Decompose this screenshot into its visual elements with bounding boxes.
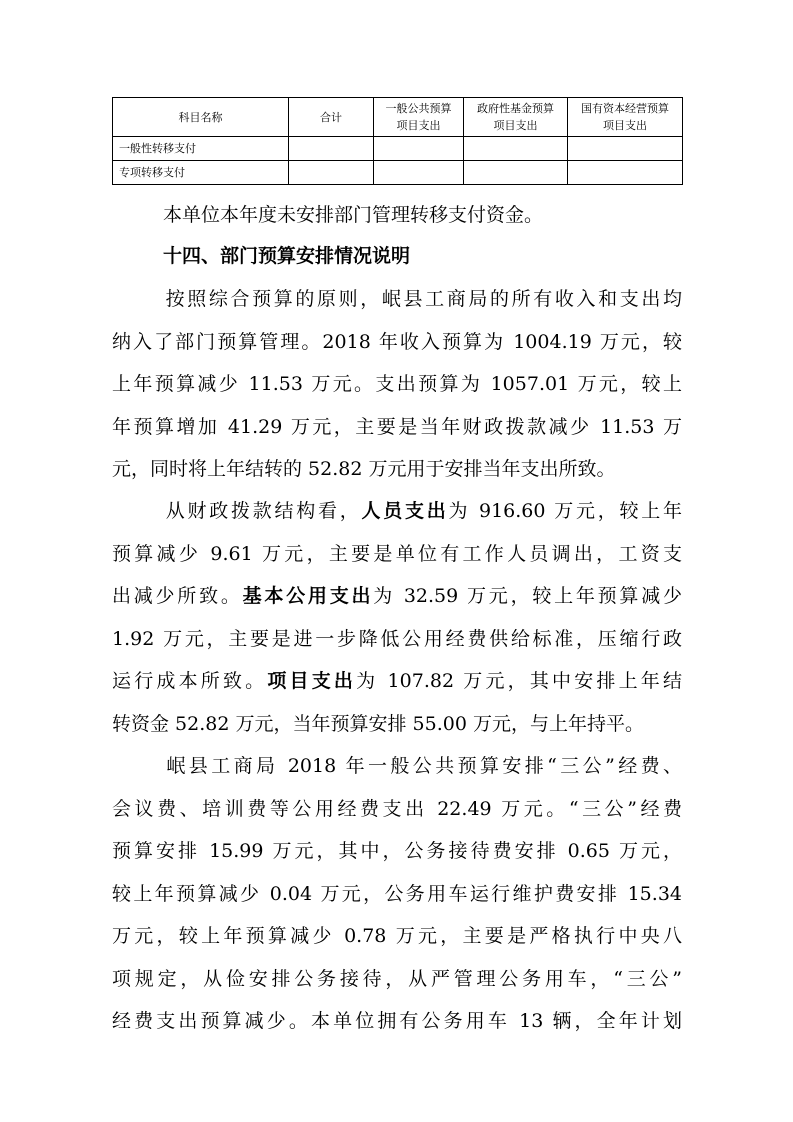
header-total: 合计 (289, 98, 374, 137)
table-cell (464, 161, 568, 185)
table-cell (464, 137, 568, 161)
table-cell (568, 137, 683, 161)
text-line: 纳入了部门预算管理。2018 年收入预算为 1004.19 万元，较 (112, 331, 682, 353)
row-name: 一般性转移支付 (113, 137, 289, 161)
table-cell (568, 161, 683, 185)
text-line: 从财政拨款结构看，人员支出为 916.60 万元，较上年 (163, 500, 682, 522)
text-line: 项规定，从俭安排公务接待，从严管理公务用车，“三公” (112, 968, 682, 990)
table-row (113, 161, 683, 185)
text-line: 预算减少 9.61 万元，主要是单位有工作人员调出，工资支 (112, 543, 682, 565)
text-line: 年预算增加 41.29 万元，主要是当年财政拨款减少 11.53 万 (112, 416, 682, 438)
text-line: 万元，较上年预算减少 0.78 万元，主要是严格执行中央八 (112, 925, 682, 947)
header-general-budget: 一般公共预算 项目支出 (374, 98, 464, 137)
text-line: 上年预算减少 11.53 万元。支出预算为 1057.01 万元，较上 (112, 373, 682, 395)
bold-term: 人员支出 (361, 500, 449, 522)
section-heading: 十四、部门预算安排情况说明 (163, 245, 411, 267)
text-line: 较上年预算减少 0.04 万元，公务用车运行维护费安排 15.34 (112, 883, 682, 905)
header-fund-budget: 政府性基金预算 项目支出 (464, 98, 568, 137)
table-header-row (113, 98, 683, 137)
table-cell (374, 161, 464, 185)
text-line: 转资金 52.82 万元，当年预算安排 55.00 万元，与上年持平。 (112, 713, 644, 735)
text-line: 运行成本所致。项目支出为 107.82 万元，其中安排上年结 (112, 670, 682, 692)
header-subject-name: 科目名称 (113, 98, 289, 137)
table-cell (374, 137, 464, 161)
text-line: 1.92 万元，主要是进一步降低公用经费供给标准，压缩行政 (112, 628, 682, 650)
text-line: 元，同时将上年结转的 52.82 万元用于安排当年支出所致。 (112, 458, 616, 480)
text-line: 岷县工商局 2018 年一般公共预算安排“三公”经费、 (163, 755, 682, 777)
row-name: 专项转移支付 (113, 161, 289, 185)
bold-term: 基本公用支出 (242, 585, 374, 607)
text-line: 出减少所致。基本公用支出为 32.59 万元，较上年预算减少 (112, 585, 682, 607)
text-line: 经费支出预算减少。本单位拥有公务用车 13 辆，全年计划 (112, 1010, 682, 1032)
transfer-payment-table (112, 97, 683, 185)
header-state-capital-budget: 国有资本经营预算 项目支出 (568, 98, 683, 137)
table-row (113, 137, 683, 161)
table-cell (289, 161, 374, 185)
text-line: 预算安排 15.99 万元，其中，公务接待费安排 0.65 万元， (112, 840, 682, 862)
bold-term: 项目支出 (267, 670, 357, 692)
table-cell (289, 137, 374, 161)
text-line: 按照综合预算的原则，岷县工商局的所有收入和支出均 (163, 288, 682, 310)
transfer-note: 本单位本年度未安排部门管理转移支付资金。 (163, 204, 544, 226)
text-line: 会议费、培训费等公用经费支出 22.49 万元。“三公”经费 (112, 798, 682, 820)
